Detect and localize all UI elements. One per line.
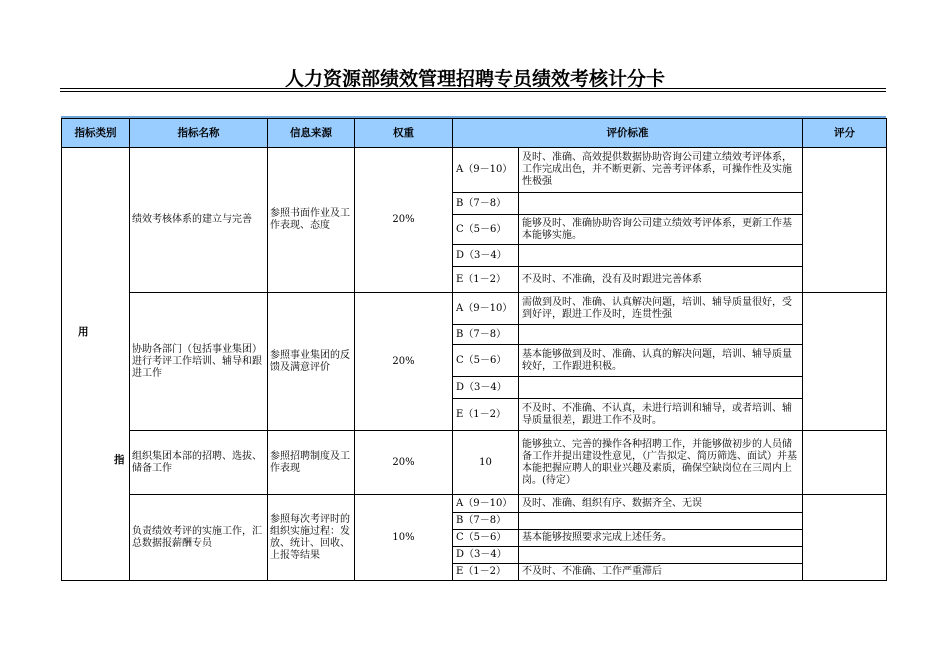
grade-label: B（7－8）	[453, 513, 519, 530]
info-source: 参照每次考评时的组织实施过程：发放、统计、回收、上报等结果	[268, 495, 355, 581]
score-cell[interactable]	[803, 293, 887, 431]
criteria-text: 能够及时、准确协助咨询公司建立绩效考评体系，更新工作基本能够实施。	[519, 215, 803, 245]
grade-label: D（3－4）	[453, 377, 519, 399]
table-row	[62, 431, 887, 495]
criteria-text: 及时、准确、高效提供数据协助咨询公司建立绩效考评体系，工作完成出色，并不断更新、完善考评体系，可操作性及实施性极强	[519, 148, 803, 193]
indicator-name: 协助各部门（包括事业集团）进行考评工作培训、辅导和跟进工作	[130, 293, 268, 431]
criteria-text: 及时、准确、组织有序、数据齐全、无误	[519, 495, 803, 513]
category-label: 指	[114, 454, 125, 466]
info-source: 参照招聘制度及工作表现	[268, 431, 355, 495]
weight-value: 10%	[355, 495, 453, 581]
info-source: 参照事业集团的反馈及满意评价	[268, 293, 355, 431]
weight-value: 20%	[355, 293, 453, 431]
header-score: 评分	[803, 119, 887, 148]
criteria-text: 基本能够做到及时、准确、认真的解决问题，培训、辅导质量较好，工作跟进积极。	[519, 345, 803, 377]
criteria-text: 不及时、不准确、工作严重滞后	[519, 564, 803, 581]
grade-label: A（9－10）	[453, 148, 519, 193]
grade-label: E（1－2）	[453, 267, 519, 293]
table-row	[62, 293, 887, 325]
grade-label: E（1－2）	[453, 564, 519, 581]
grade-label: E（1－2）	[453, 399, 519, 431]
criteria-text	[519, 193, 803, 215]
grade-label: B（7－8）	[453, 325, 519, 345]
grade-label: A（9－10）	[453, 293, 519, 325]
header-category: 指标类别	[62, 119, 130, 148]
header-criteria: 评价标准	[453, 119, 803, 148]
criteria-text	[519, 547, 803, 564]
criteria-text: 需做到及时、准确、认真解决问题，培训、辅导质量很好，受到好评，跟进工作及时，连贯性强	[519, 293, 803, 325]
header-weight: 权重	[355, 119, 453, 148]
header-name: 指标名称	[130, 119, 268, 148]
grade-label: C（5－6）	[453, 530, 519, 547]
criteria-text: 能够独立、完善的操作各种招聘工作，并能够做初步的人员储备工作并提出建设性意见，（广告拟定、简历筛选、面试）并基本能把握应聘人的职业兴趣及素质，确保空缺岗位在三周内上岗。(待定）	[519, 431, 803, 495]
criteria-text: 基本能够按照要求完成上述任务。	[519, 530, 803, 547]
weight-value: 20%	[355, 431, 453, 495]
criteria-text	[519, 245, 803, 267]
score-cell[interactable]	[803, 148, 887, 293]
title-rule-bottom	[60, 91, 886, 92]
header-source: 信息来源	[268, 119, 355, 148]
grade-label: D（3－4）	[453, 245, 519, 267]
weight-value: 20%	[355, 148, 453, 293]
score-cell[interactable]	[803, 431, 887, 495]
grade-label: C（5－6）	[453, 345, 519, 377]
category-cell	[62, 148, 130, 581]
criteria-text	[519, 377, 803, 399]
info-source: 参照书面作业及工作表现、态度	[268, 148, 355, 293]
grade-label: D（3－4）	[453, 547, 519, 564]
grade-label: A（9－10）	[453, 495, 519, 513]
grade-label: C（5－6）	[453, 215, 519, 245]
indicator-name: 绩效考核体系的建立与完善	[130, 148, 268, 293]
score-cell[interactable]	[803, 495, 887, 581]
criteria-text: 不及时、不准确、不认真，未进行培训和辅导，或者培训、辅导质量很差，跟进工作不及时。	[519, 399, 803, 431]
category-label: 用	[78, 326, 89, 338]
table-row	[62, 148, 887, 193]
criteria-text	[519, 325, 803, 345]
indicator-name: 组织集团本部的招聘、选拔、储备工作	[130, 431, 268, 495]
table-header-row	[62, 119, 887, 148]
grade-value: 10	[453, 431, 519, 495]
table-row	[62, 495, 887, 513]
criteria-text: 不及时、不准确，没有及时跟进完善体系	[519, 267, 803, 293]
grade-label: B（7－8）	[453, 193, 519, 215]
indicator-name: 负责绩效考评的实施工作，汇总数据报薪酬专员	[130, 495, 268, 581]
scorecard-table	[61, 118, 887, 581]
criteria-text	[519, 513, 803, 530]
title-rule-top	[60, 88, 886, 89]
page-title: 人力资源部绩效管理招聘专员绩效考核计分卡	[284, 68, 665, 90]
